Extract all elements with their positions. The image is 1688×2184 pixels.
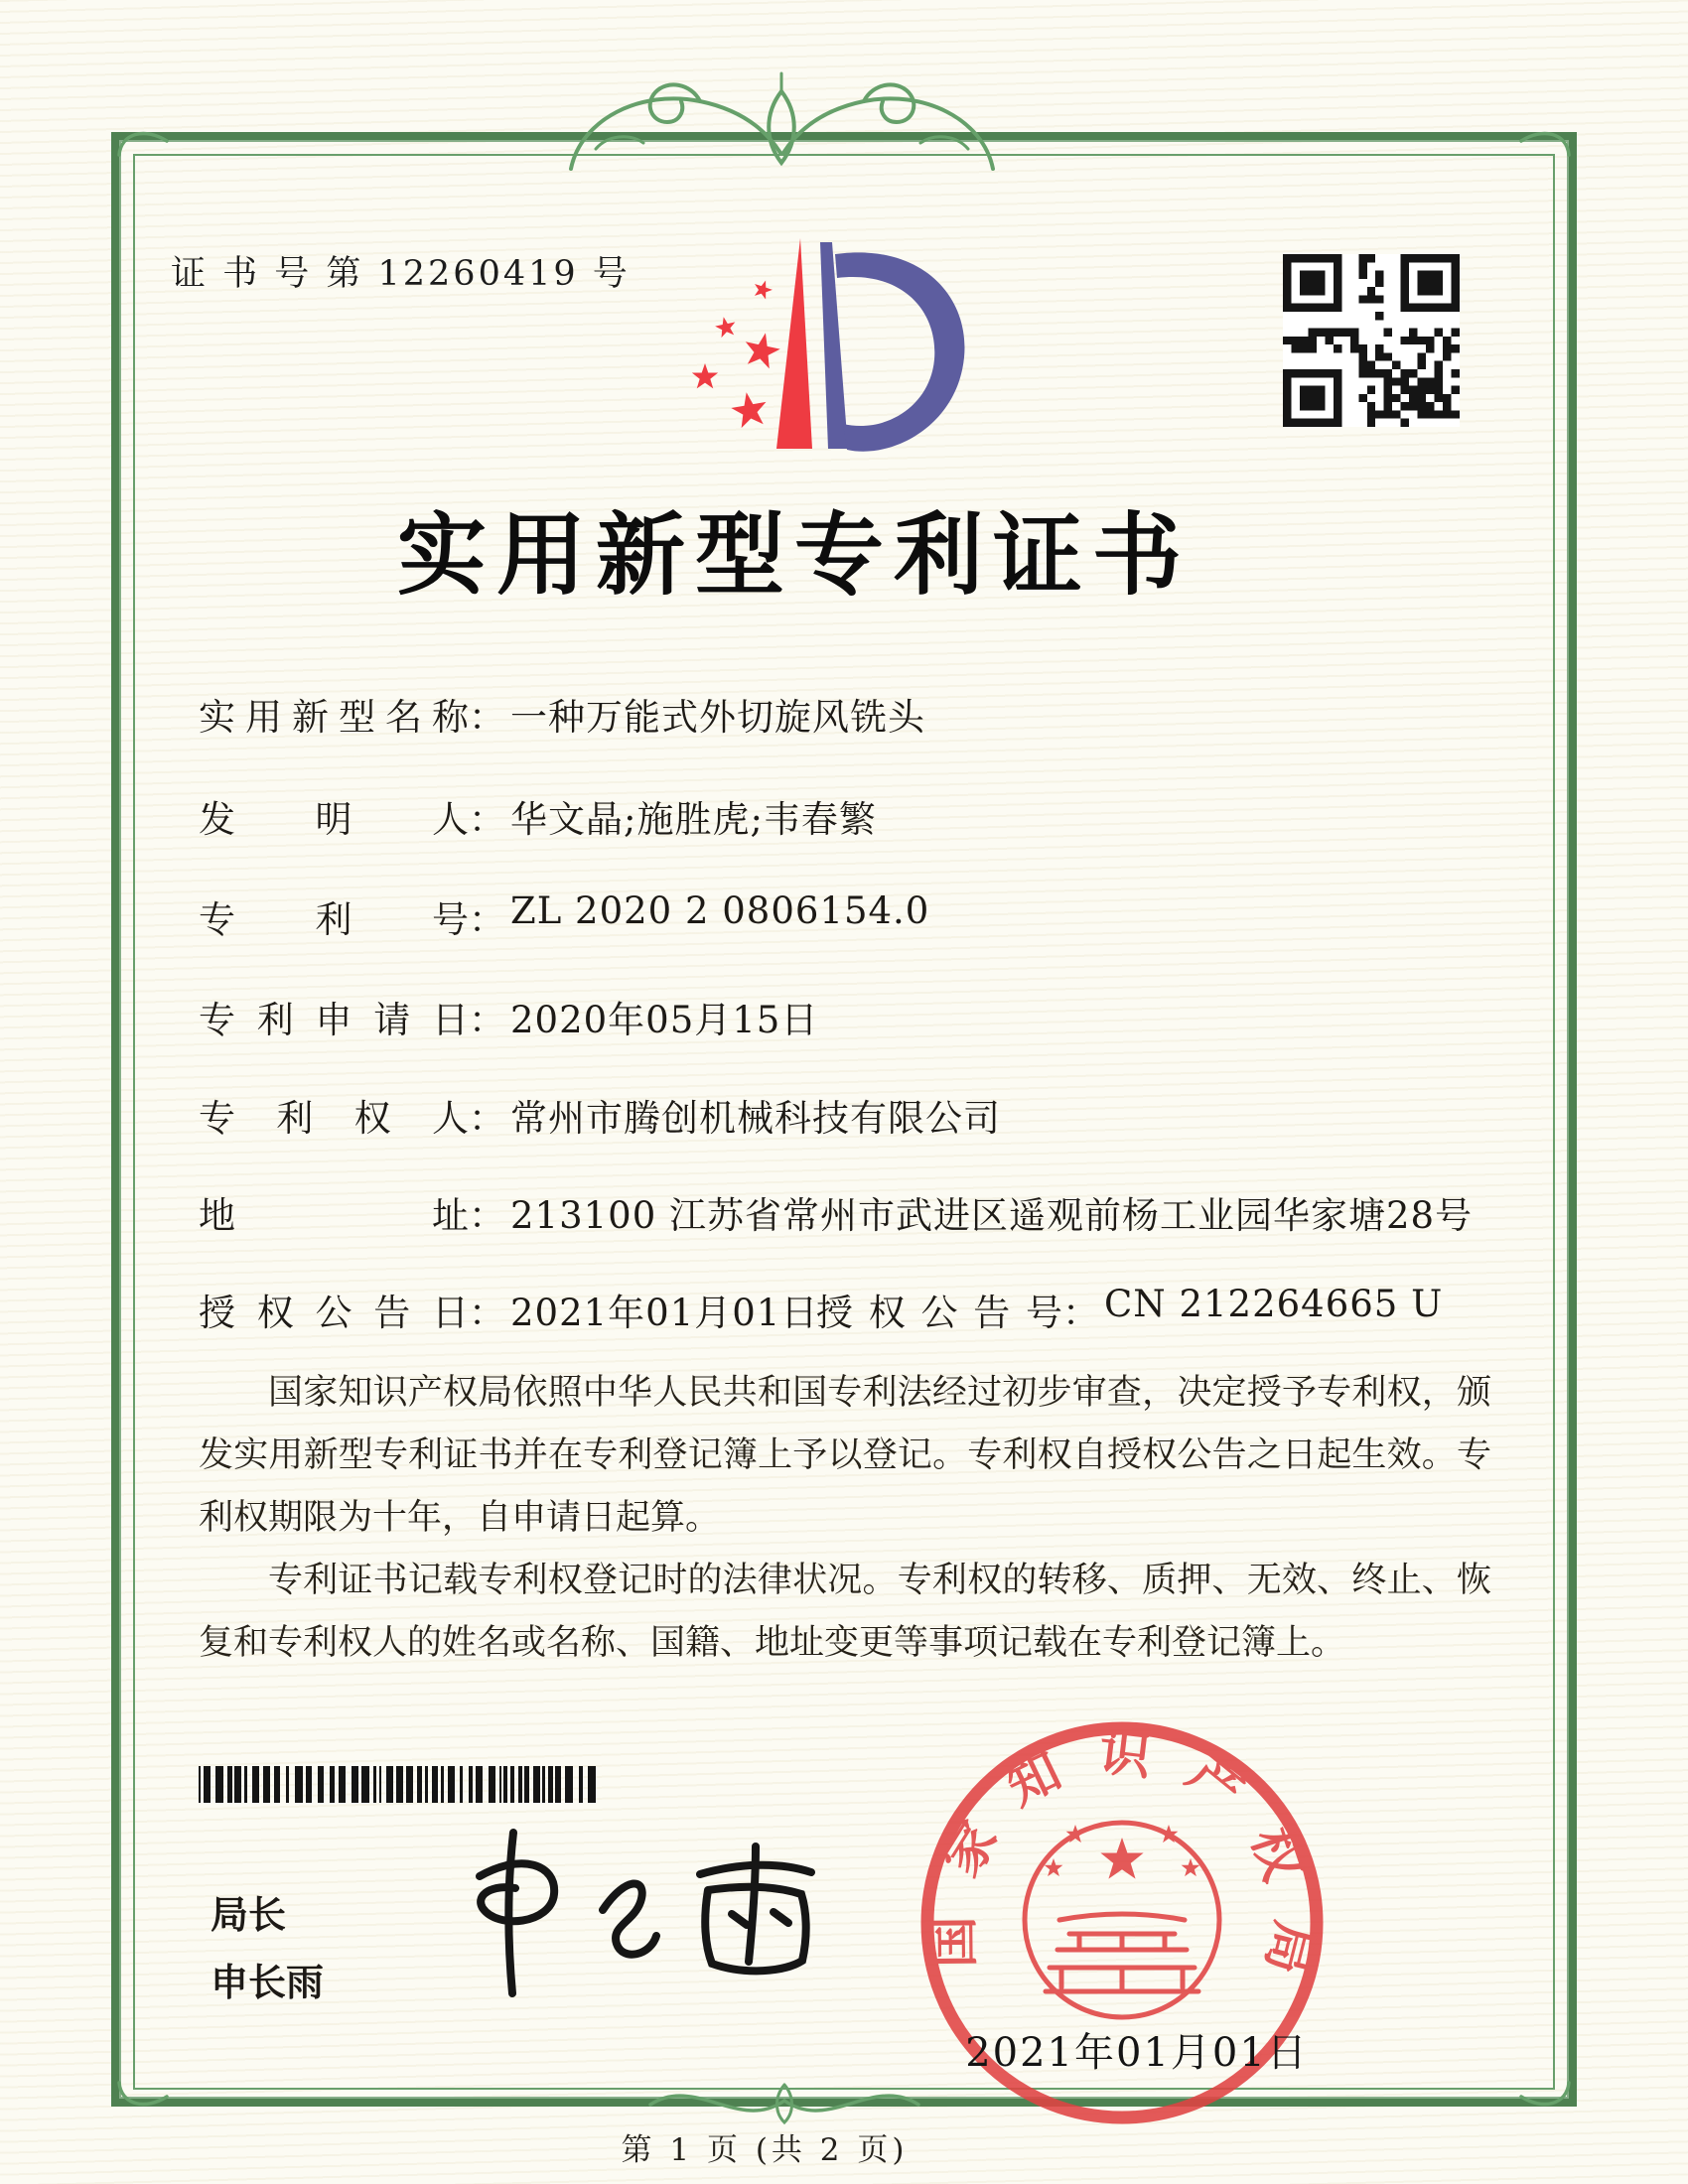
logo-red-spike	[776, 238, 812, 449]
field-utility-model-name: 实用新型名称： 一种万能式外切旋风铣头	[199, 687, 925, 739]
field-label: 地址	[199, 1194, 469, 1237]
field-value: 华文晶;施胜虎;韦春繁	[510, 798, 877, 841]
field-value: 2020年05月15日	[510, 999, 819, 1041]
legal-paragraph-2: 专利证书记载专利权登记时的法律状况。专利权的转移、质押、无效、终止、恢复和专利权人的姓名或名称、国籍、地址变更等事项记载在专利登记簿上。	[199, 1561, 1491, 1663]
certificate-number: 证 书 号 第 12260419 号	[171, 254, 631, 294]
field-grant-date: 授权公告日： 2021年01月01日	[199, 1283, 818, 1334]
field-label: 实用新型名称	[199, 696, 469, 739]
field-value: CN 212264665 U	[1104, 1283, 1444, 1325]
field-patentee: 专利权人： 常州市腾创机械科技有限公司	[199, 1088, 1001, 1140]
officer-title: 局长	[211, 1893, 287, 1937]
field-value: 常州市腾创机械科技有限公司	[510, 1097, 1001, 1140]
field-label: 授权公告日	[199, 1292, 469, 1334]
page-footer: 第 1 页 (共 2 页)	[621, 2132, 909, 2168]
legal-paragraph-1: 国家知识产权局依照中华人民共和国专利法经过初步审查，决定授予专利权，颁发实用新型专利证书并在专利登记簿上予以登记。专利权自授权公告之日起生效。专利权期限为十年，自申请日起算。	[199, 1373, 1491, 1538]
cnipa-logo	[650, 228, 978, 462]
field-label: 专利申请日	[199, 999, 469, 1041]
seal-date: 2021年01月01日	[965, 2030, 1309, 2076]
national-emblem	[1025, 1823, 1219, 2017]
field-filing-date: 专利申请日： 2020年05月15日	[199, 990, 818, 1041]
seal-ring-text: 国家知识产权局	[922, 1720, 1326, 2013]
field-address: 地址： 213100 江苏省常州市武进区遥观前杨工业园华家塘28号	[199, 1185, 1473, 1237]
field-value: ZL 2020 2 0806154.0	[510, 889, 930, 932]
field-patent-number: 专利号： ZL 2020 2 0806154.0	[199, 889, 930, 941]
director-signature	[452, 1815, 829, 2003]
legal-text	[199, 1362, 1491, 1675]
field-value: 2021年01月01日	[510, 1292, 819, 1334]
field-label: 授权公告号	[816, 1292, 1062, 1334]
field-value: 213100 江苏省常州市武进区遥观前杨工业园华家塘28号	[510, 1194, 1474, 1237]
qr-code	[1283, 254, 1460, 427]
certificate-title: 实用新型专利证书	[397, 502, 1192, 608]
barcode	[199, 1766, 611, 1803]
officer-name: 申长雨	[211, 1961, 325, 2004]
field-inventors: 发明人： 华文晶;施胜虎;韦春繁	[199, 789, 877, 841]
logo-blue-bowl	[835, 252, 964, 451]
field-label: 专利号	[199, 898, 469, 941]
field-label: 专利权人	[199, 1097, 469, 1140]
field-grant-number: 授权公告号： CN 212264665 U	[816, 1283, 1444, 1334]
field-value: 一种万能式外切旋风铣头	[510, 696, 925, 739]
field-label: 发明人	[199, 798, 469, 841]
